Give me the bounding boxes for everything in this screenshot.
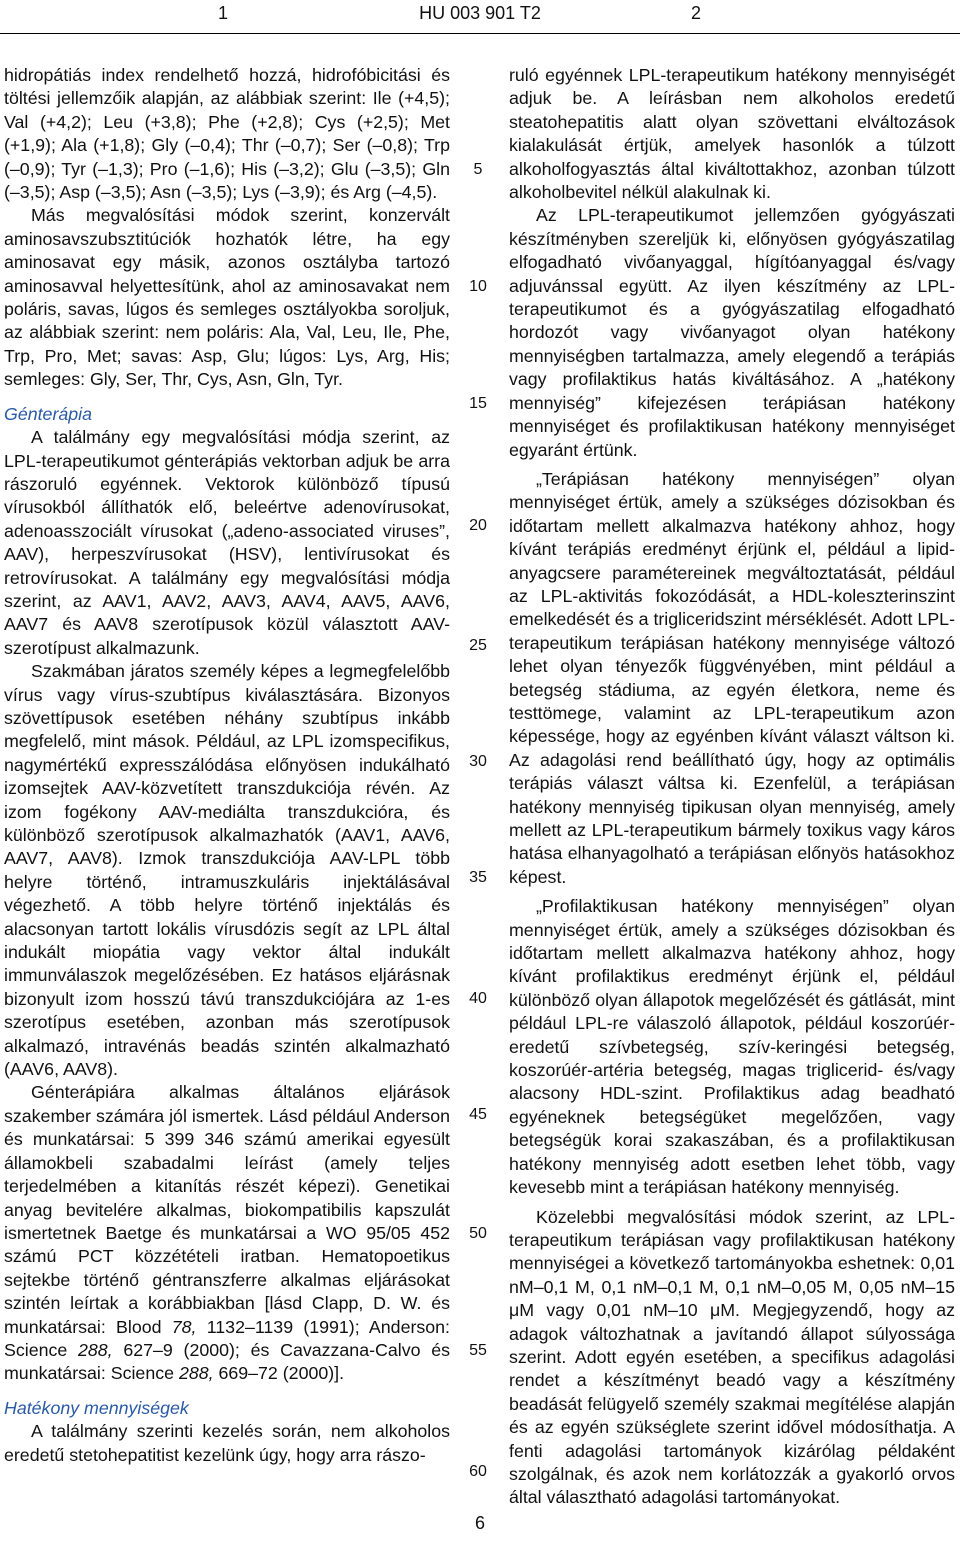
paragraph: Más megvalósítási módok szerint, konzervált aminosavszubsztitúciók hozhatók létre, ha egy aminosavat egy másik, azonos osztályba tartozó aminosavval helyettesítünk, ahol az aminosavakat nem poláris, savas, lúgos és semleges osztályokba soroljuk, az alábbiak szerint: nem poláris: Ala, Val, Leu, Ile, Phe, Trp, Pro, Met; savas: Asp, Glu; lúgos: Lys, Arg, His; semleges: Gly, Ser, Thr, Cys, Asn, Gln, Tyr. <box>4 205 450 390</box>
text-segment: Génterápiára alkalmas általános eljárások szakember számára jól ismertek. Lásd például Anderson és munkatársai: 5 399 346 számú amerikai egyesült államokbeli szabadalmi leírást (amely teljes terjedelmében a kitanítás részét képezi). Genetikai anyag bevitelére alkalmas, biokompatibilis kapszulát ismertetnek Baetge és munkatársai a WO 95/05 452 számú PCT közzétételi iratban. Hematopoetikus sejtekbe történő géntranszferre alkalmas eljárásokat szintén leírtak a korábbiakban [lásd Clapp, D. W. és munkatársai: Blood <box>4 1082 450 1337</box>
line-number: 35 <box>469 869 487 886</box>
line-number: 40 <box>469 990 487 1007</box>
line-number: 20 <box>469 517 487 534</box>
paragraph: ruló egyénnek LPL-terapeutikum hatékony mennyiségét adjuk be. A leírásban nem alkoholos eredetű steatohepatitis alatt olyan szövettani elváltozások kialakulását értjük, amelyek hasonlók a túlzott alkoholfogyasztás által kiváltottakhoz, azonban túlzott alkoholbevitel nélkül alakulnak ki. <box>509 65 955 203</box>
line-number: 5 <box>473 161 483 178</box>
line-number: 30 <box>469 753 487 770</box>
right-column <box>509 64 955 1510</box>
citation-volume: 288, <box>178 1363 214 1384</box>
section-heading-gene-therapy: Génterápia <box>4 403 92 424</box>
citation-volume: 78, <box>171 1316 197 1337</box>
line-number: 15 <box>469 395 487 412</box>
paragraph: hidropátiás index rendelhető hozzá, hidrofóbicitási és töltési jellemzőik alapján, az alábbiak szerint: Ile (+4,5); Val (+4,2); Leu (+3,8); Phe (+2,8); Cys (+2,5); Met (+1,9); Ala (+1,8); Gly (–0,4); Thr (–0,7); Ser (–0,8); Trp (–0,9); Tyr (–1,3); Pro (–1,6); His (–3,2); Glu (–3,5); Gln (–3,5); Asp (–3,5); Asn (–3,5); Lys (–3,9); és Arg (–4,5). <box>4 65 450 203</box>
section-heading-effective-amounts: Hatékony mennyiségek <box>4 1397 189 1418</box>
line-number: 55 <box>469 1342 487 1359</box>
header-rule <box>0 33 960 34</box>
citation-volume: 288, <box>78 1339 113 1360</box>
paragraph: A találmány egy megvalósítási módja szerint, az LPL-terapeutikumot génterápiás vektorban adjuk be arra rászoruló egyénnek. Vektorok különböző típusú vírusokból állíthatók elő, beleértve adenovírusokat, adenoasszociált vírusokat („adeno-associated viruses”, AAV), herpeszvírusokat (HSV), lentivírusokat és retrovírusokat. A találmány egy megvalósítási módja szerint, az AAV1, AAV2, AAV3, AAV4, AAV5, AAV6, AAV7 és AAV8 szerotípusok közül választott AAV-szerotípust alkalmazunk. <box>4 427 450 658</box>
paragraph: Az LPL-terapeutikumot jellemzően gyógyászati készítményben szereljük ki, előnyösen gyógyászatilag elfogadható vivőanyaggal, hígítóanyaggal és/vagy adjuvánssal együtt. Az ilyen készítmény az LPL-terapeutikumot és a gyógyászatilag elfogadható hordozót vagy vivőanyagot olyan hatékony mennyiségben tartalmazza, amely elegendő a terápiás vagy profilaktikus hatás kiváltásához. A „hatékony mennyiség” kifejezésen terápiásan hatékony mennyiséget és profilaktikusan hatékony mennyiséget egyaránt értünk. <box>509 205 955 460</box>
paragraph: Közelebbi megvalósítási módok szerint, az LPL-terapeutikum terápiásan vagy profilaktikusan hatékony mennyiségei a következő tartományokba eshetnek: 0,01 nM–0,1 M, 0,1 nM–0,1 M, 0,1 nM–0,05 M, 0,05 nM–15 μM vagy 0,01 nM–10 μM. Megjegyzendő, hogy az adagok változhatnak a javítandó állapot súlyossága szerint. Adott egyén esetében, a specifikus adagolási rendet a készítményt beadó vagy a készítmény beadását felügyelő személy szakmai megítélése alapján és az egyén szükséglete szerint idővel módosíthatja. A fenti adagolási tartományok kizárólag példaként szolgálnak, és azok nem korlátozzák a gyakorló orvos által választható adagolási tartományokat. <box>509 1206 955 1508</box>
text-segment: 1132–1139 (1991); Anderson: Science <box>4 1316 450 1360</box>
paragraph-with-citations <box>4 1081 450 1385</box>
line-number: 60 <box>469 1463 487 1480</box>
paragraph: „Profilaktikusan hatékony mennyiségen” olyan mennyiséget értük, amely a szükséges dózisokban és időtartam mellett alkalmazva hatékony ahhoz, hogy kívánt profilaktikus eredményt érjünk el, például különböző olyan állapotok megelőzését és gátlását, mint például LPL-re válaszoló állapotok, például koszorúér-eredetű szívbetegség, szív-keringési betegség, koszorúér-artéria betegség, magas triglicerid- és/vagy alacsony HDL-szint. Profilaktikus adag beadható egyéneknek betegségüket megelőzően, vagy betegségük korai szakaszában, és a profilaktikusan hatékony mennyiség adott esetben lehet több, vagy kevesebb mint a terápiásan hatékony mennyiség. <box>509 896 955 1198</box>
header-document-id: HU 003 901 T2 <box>419 3 541 23</box>
page-number: 6 <box>474 1513 485 1533</box>
line-number: 10 <box>469 278 487 295</box>
text-segment: 669–72 (2000)]. <box>213 1363 345 1384</box>
line-number: 25 <box>469 637 487 654</box>
header-column-right-number: 2 <box>691 3 702 23</box>
paragraph: „Terápiásan hatékony mennyiségen” olyan mennyiséget értük, amely a szükséges dózisokban és időtartam mellett alkalmazva hatékony ahhoz, hogy kívánt terápiás eredményt érjünk el, például a lipid-anyagcsere paramétereinek megváltoztatását, például az LPL-aktivitás fokozódását, a HDL-koleszterinszint emelkedését és a trigliceridszint mérséklését. Adott LPL-terapeutikum terápiásan hatékony mennyisége változó lehet olyan tényezők függvényében, mint például a betegség stádiuma, az egyén életkora, neme és testtömege, valamint az LPL-terapeutikum azon képessége, hogy az egyénben kívánt választ váltson ki. Az adagolási rend beállítható úgy, hogy az optimális terápiás választ váltsa ki. Ezenfelül, a terápiásan hatékony mennyiség tipikusan olyan mennyiség, amely mellett az LPL-terapeutikum bármely toxikus vagy káros hatása elhanyagolható a terápiásan előnyös hatásokhoz képest. <box>509 468 955 887</box>
paragraph: Szakmában járatos személy képes a legmegfelelőbb vírus vagy vírus-szubtípus kiválasztására. Bizonyos szövettípusok esetében néhány szubtípus inkább megfelelő, mint mások. Például, az LPL izomspecifikus, nagymértékű expresszálódása előnyösen indukálható izomsejtek AAV-közvetített transzdukciója révén. Az izom fogékony AAV-mediálta transzdukcióra, és különböző szerotípusok alkalmazhatók (AAV1, AAV6, AAV7, AAV8). Izmok transzdukciója AAV-LPL több helyre történő, intramuszkuláris injektálásával végezhető. A több helyre történő injektálás és alacsonyan tartott lokális vírusdózis segít az LPL által indukált miopátia vagy vektor által indukált immunválaszok megelőzésében. Ez hatásos eljárásnak bizonyult izom hosszú távú transzdukciójára az 1-es szerotípus esetében, azonban más szerotípusok alkalmazó, intravénás beadás szintén alkalmazható (AAV6, AAV8). <box>4 661 450 1080</box>
header-column-left-number: 1 <box>218 3 229 23</box>
line-number: 50 <box>469 1225 487 1242</box>
text-segment: 627–9 (2000); és Cavazzana-Calvo és munkatársai: Science <box>4 1339 450 1384</box>
line-number: 45 <box>469 1106 487 1123</box>
left-column <box>4 64 450 1467</box>
paragraph: A találmány szerinti kezelés során, nem alkoholos eredetű stetohepatitist kezelünk úgy, hogy arra rászo- <box>4 1421 450 1465</box>
